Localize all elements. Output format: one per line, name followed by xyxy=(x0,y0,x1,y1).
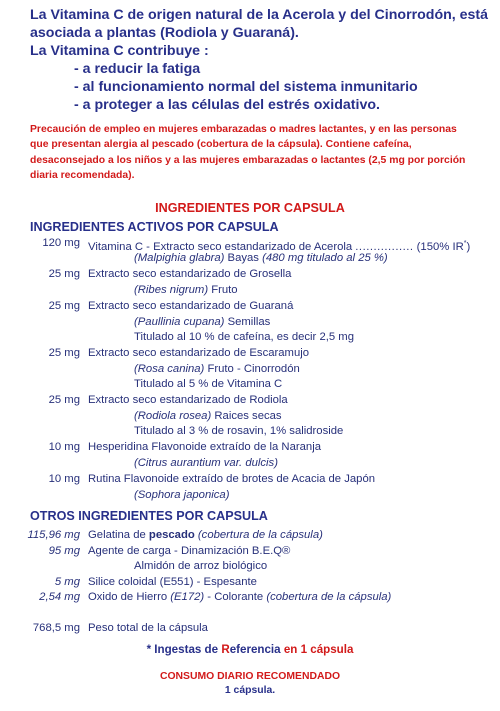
reference-text-3: en 1 cápsula xyxy=(283,643,354,656)
oxido-label: Oxido de Hierro xyxy=(88,591,171,603)
ingredient-amount: 115,96 mg xyxy=(27,529,80,541)
ingredients-main-title: INGREDIENTES POR CAPSULA xyxy=(155,201,345,215)
intro-block xyxy=(30,6,490,114)
ingredient-note: (cobertura de la cápsula) xyxy=(194,529,323,541)
reference-intake-note xyxy=(0,643,500,656)
ingredient-amount: 25 mg xyxy=(48,268,80,280)
benefit-item: - al funcionamiento normal del sistema inmunitario xyxy=(74,79,418,95)
ingredient-amount: 120 mg xyxy=(42,237,80,249)
plant-part: Semillas xyxy=(224,316,271,328)
latin-name: (Citrus aurantium var. dulcis) xyxy=(134,457,278,469)
reference-letter: R xyxy=(221,643,230,656)
gelatin-label: Gelatina de xyxy=(88,529,149,541)
ingredient-amount: 10 mg xyxy=(48,473,80,485)
ingredient-name: Extracto seco estandarizado de Guaraná xyxy=(88,300,294,312)
ingredient-amount: 5 mg xyxy=(54,576,80,588)
oxido-role: - Colorante xyxy=(204,591,267,603)
ingredient-detail xyxy=(134,409,282,424)
ingredient-name: Hesperidina Flavonoide extraído de la Naranja xyxy=(88,441,321,453)
titration-note: Titulado al 3 % de rosavin, 1% salidroside xyxy=(134,425,344,437)
titration-note: Titulado al 5 % de Vitamina C xyxy=(134,378,283,390)
ingredient-name: Extracto seco estandarizado de Grosella xyxy=(88,268,292,280)
warning-line: Precaución de empleo en mujeres embarazadas o madres lactantes, y en las personas xyxy=(30,124,457,135)
benefit-item: - a proteger a las células del estrés oxidativo. xyxy=(74,97,380,113)
ingredient-name: Silice coloidal (E551) - Espesante xyxy=(88,576,257,588)
precaution-warning xyxy=(30,122,494,183)
ingredient-amount: 25 mg xyxy=(48,394,80,406)
ingredient-name: Vitamina C - Extracto seco estandarizado de Acerola xyxy=(88,240,353,253)
active-ingredients-title: INGREDIENTES ACTIVOS POR CAPSULA xyxy=(30,220,279,234)
ingredient-amount: 25 mg xyxy=(48,300,80,312)
ingredient-name: Extracto seco estandarizado de Escaramujo xyxy=(88,347,310,359)
ingredient-note: (480 mg titulado al 25 %) xyxy=(262,252,388,264)
warning-line: diaria recomendada). xyxy=(30,169,135,181)
plant-part: Bayas xyxy=(224,252,263,264)
e-code: (E172) xyxy=(170,591,205,603)
ingredient-detail xyxy=(134,283,238,298)
intro-line-1: La Vitamina C de origen natural de la Acerola y del Cinorrodón, está xyxy=(30,7,489,23)
titration-note: Titulado al 10 % de cafeína, es decir 2,5 mg xyxy=(134,331,354,343)
total-label: Peso total de la cápsula xyxy=(88,622,208,634)
benefit-item: - a reducir la fatiga xyxy=(74,61,201,77)
ingredient-name: Agente de carga - Dinamización B.E.Q® xyxy=(88,545,291,557)
latin-name: (Rodiola rosea) xyxy=(134,410,212,422)
other-ingredients-title: OTROS INGREDIENTES POR CAPSULA xyxy=(30,509,268,523)
ingredient-amount: 95 mg xyxy=(48,545,80,557)
latin-name: (Sophora japonica) xyxy=(134,489,230,501)
latin-name: (Paullinia cupana) xyxy=(134,316,225,328)
daily-dose-title: CONSUMO DIARIO RECOMENDADO xyxy=(159,671,341,682)
total-amount: 768,5 mg xyxy=(32,622,80,634)
ingredient-detail: Almidón de arroz biológico xyxy=(134,560,268,572)
daily-dose-text: 1 cápsula. xyxy=(224,685,276,696)
plant-part: Fruto - Cinorrodón xyxy=(204,363,300,375)
ingredient-note: (cobertura de la cápsula) xyxy=(266,591,392,603)
reference-close: ) xyxy=(466,240,471,253)
ingredient-detail xyxy=(134,362,300,377)
warning-line: que presentan alergia al pescado (cobertura de la cápsula). Contiene cafeína, xyxy=(30,139,412,151)
ingredient-amount: 10 mg xyxy=(48,441,80,453)
ingredient-name: Extracto seco estandarizado de Rodiola xyxy=(88,394,288,406)
reference-star: * xyxy=(463,240,467,247)
dot-leader: ................ xyxy=(355,240,414,253)
ingredient-name xyxy=(88,528,323,543)
reference-intake: (150% IR xyxy=(416,240,464,253)
reference-text-1: Ingestas de xyxy=(151,643,222,656)
latin-name: (Rosa canina) xyxy=(134,363,205,375)
ingredient-name: Rutina Flavonoide extraído de brotes de Acacia de Japón xyxy=(88,473,376,485)
ingredient-amount: 25 mg xyxy=(48,347,80,359)
ingredient-amount: 2,54 mg xyxy=(39,591,80,603)
latin-name: (Malpighia glabra) xyxy=(134,252,225,264)
reference-text-2: eferencia xyxy=(229,643,284,656)
intro-line-2: asociada a plantas (Rodiola y Guaraná). xyxy=(30,25,299,41)
ingredient-detail xyxy=(134,315,270,330)
latin-name: (Ribes nigrum) xyxy=(134,284,209,296)
plant-part: Raices secas xyxy=(211,410,282,422)
ingredient-name xyxy=(88,590,391,605)
plant-part: Fruto xyxy=(208,284,238,296)
asterisk-icon: * xyxy=(146,643,152,656)
ingredient-detail xyxy=(134,251,388,266)
intro-line-3: La Vitamina C contribuye : xyxy=(30,43,209,59)
allergen-highlight: pescado xyxy=(148,529,195,541)
warning-line: desaconsejado a los niños y a las mujeres embarazadas o lactantes (2,5 mg por porción xyxy=(30,154,466,166)
